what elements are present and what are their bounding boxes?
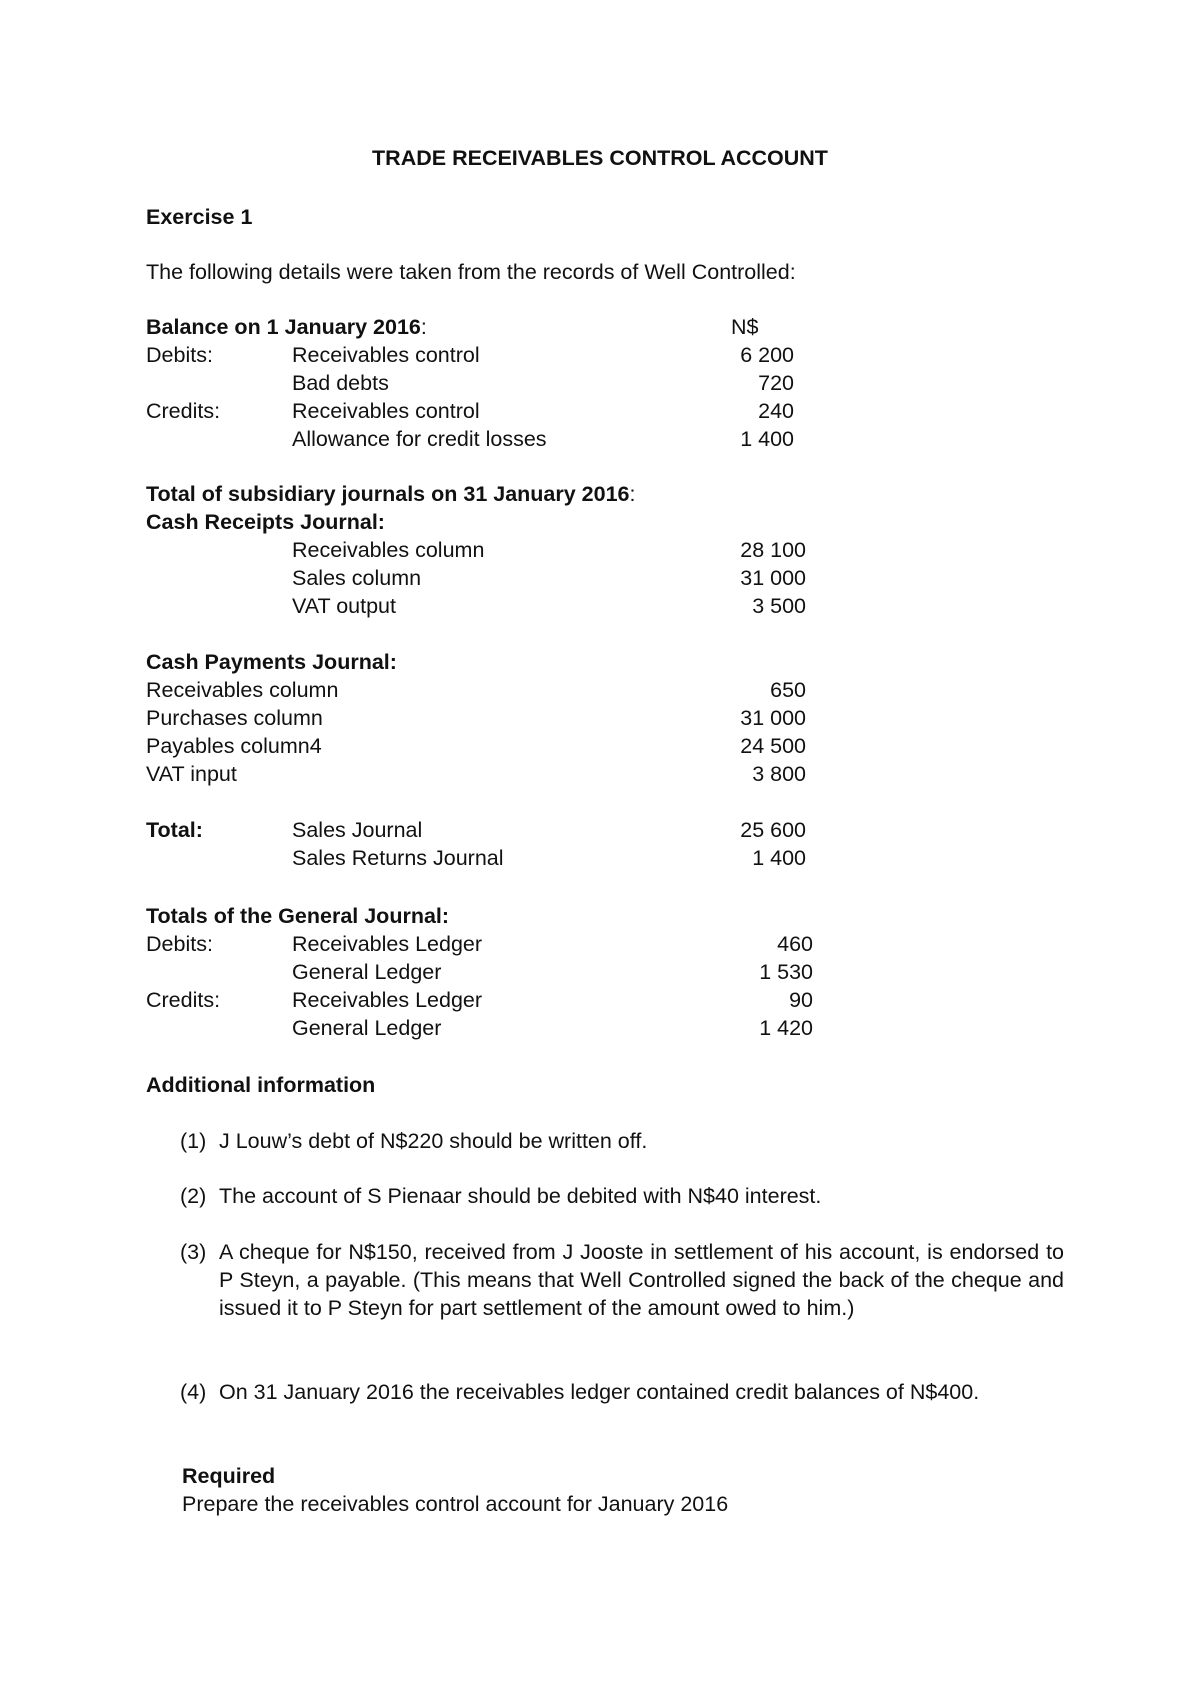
- balance-amount: 240: [758, 399, 794, 423]
- balance-heading-line: [146, 313, 427, 341]
- document-title: TRADE RECEIVABLES CONTROL ACCOUNT: [372, 146, 828, 170]
- balance-heading-colon: :: [420, 315, 427, 339]
- general-amount: 90: [789, 988, 813, 1012]
- cpj-amount: 650: [770, 678, 806, 702]
- item-number: (2): [180, 1184, 207, 1208]
- cpj-amount: 24 500: [740, 734, 806, 758]
- subsidiary-heading-line: [146, 480, 636, 508]
- balance-item: Bad debts: [292, 371, 389, 395]
- cpj-item: Payables column4: [146, 734, 322, 758]
- item-number: (1): [180, 1129, 207, 1153]
- cpj-item: Purchases column: [146, 706, 323, 730]
- balance-amount: 720: [758, 371, 794, 395]
- item-number: (4): [180, 1380, 207, 1404]
- item-text: The account of S Pienaar should be debited with N$40 interest.: [219, 1184, 822, 1208]
- currency-label: N$: [731, 315, 759, 339]
- crj-heading: Cash Receipts Journal:: [146, 510, 385, 534]
- required-text: Prepare the receivables control account for January 2016: [182, 1492, 729, 1516]
- exercise-heading: Exercise 1: [146, 205, 253, 229]
- balance-debits-label: Debits:: [146, 343, 213, 367]
- intro-text: The following details were taken from the records of Well Controlled:: [146, 260, 796, 284]
- general-heading: Totals of the General Journal:: [146, 904, 450, 928]
- balance-item: Allowance for credit losses: [292, 427, 547, 451]
- balance-item: Receivables control: [292, 343, 480, 367]
- required-heading: Required: [182, 1464, 276, 1488]
- crj-amount: 3 500: [752, 594, 806, 618]
- item-text: A cheque for N$150, received from J Jooste in settlement of his account, is endorsed to P Steyn, a payable. (This means that Well Controlled signed the back of the cheque and issued it to P Steyn for part settlement of the amount owed to him.): [219, 1240, 1064, 1320]
- item-text: J Louw’s debt of N$220 should be written off.: [219, 1129, 648, 1153]
- general-amount: 1 530: [759, 960, 813, 984]
- general-credits-label: Credits:: [146, 988, 221, 1012]
- general-amount: 1 420: [759, 1016, 813, 1040]
- general-item: General Ledger: [292, 960, 442, 984]
- subsidiary-heading: Total of subsidiary journals on 31 January 2016: [146, 482, 630, 506]
- additional-heading: Additional information: [146, 1073, 376, 1097]
- total-amount: 25 600: [740, 818, 806, 842]
- cpj-amount: 3 800: [752, 762, 806, 786]
- cpj-heading: Cash Payments Journal:: [146, 650, 397, 674]
- general-amount: 460: [777, 932, 813, 956]
- general-debits-label: Debits:: [146, 932, 213, 956]
- crj-item: Receivables column: [292, 538, 485, 562]
- balance-amount: 1 400: [740, 427, 794, 451]
- total-amount: 1 400: [752, 846, 806, 870]
- balance-credits-label: Credits:: [146, 399, 221, 423]
- general-item: Receivables Ledger: [292, 932, 483, 956]
- balance-item: Receivables control: [292, 399, 480, 423]
- crj-item: VAT output: [292, 594, 396, 618]
- total-item: Sales Returns Journal: [292, 846, 504, 870]
- general-item: Receivables Ledger: [292, 988, 483, 1012]
- cpj-amount: 31 000: [740, 706, 806, 730]
- item-number: (3): [180, 1240, 207, 1264]
- cpj-item: VAT input: [146, 762, 237, 786]
- balance-heading: Balance on 1 January 2016: [146, 315, 421, 339]
- subsidiary-heading-colon: :: [629, 482, 636, 506]
- cpj-item: Receivables column: [146, 678, 339, 702]
- crj-amount: 28 100: [740, 538, 806, 562]
- crj-item: Sales column: [292, 566, 422, 590]
- balance-amount: 6 200: [740, 343, 794, 367]
- item-text: On 31 January 2016 the receivables ledger contained credit balances of N$400.: [219, 1380, 980, 1404]
- crj-amount: 31 000: [740, 566, 806, 590]
- total-label: Total:: [146, 818, 203, 842]
- total-item: Sales Journal: [292, 818, 423, 842]
- general-item: General Ledger: [292, 1016, 442, 1040]
